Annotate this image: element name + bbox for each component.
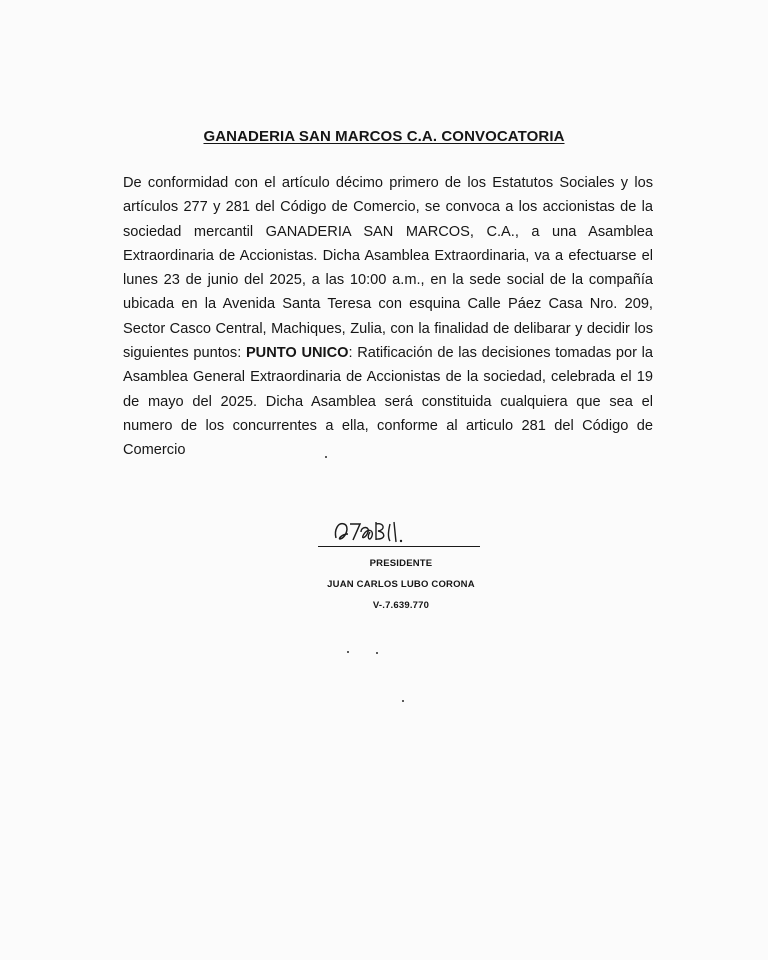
signer-role: PRESIDENTE	[369, 558, 433, 569]
body-paragraph-part-2: : Ratificación de las decisiones tomadas por la Asamblea General Extraordinaria de Accionistas de la sociedad, celebrada el 19 de mayo del 2025. Dicha Asamblea será constituida cualquiera que sea el numero de los concurrentes a ella, conforme al articulo 281 del Código de Comercio	[123, 345, 653, 459]
signer-name: JUAN CARLOS LUBO CORONA	[327, 579, 475, 590]
scan-speck	[325, 456, 327, 458]
scan-speck	[376, 652, 378, 654]
convocation-body	[123, 171, 653, 463]
scan-speck	[402, 700, 404, 702]
signature-line	[318, 546, 480, 547]
scan-speck	[347, 651, 349, 653]
signature-block	[316, 512, 486, 612]
document-title: GANADERIA SAN MARCOS C.A. CONVOCATORIA	[203, 128, 565, 145]
handwritten-signature	[330, 512, 410, 546]
body-paragraph-part-1: De conformidad con el artículo décimo primero de los Estatutos Sociales y los artículos 277 y 281 del Código de Comercio, se convoca a los accionistas de la sociedad mercantil GANADERIA SAN MARCOS, C.A., a una Asamblea Extraordinaria de Accionistas. Dicha Asamblea Extraordinaria, va a efectuarse el lunes 23 de junio del 2025, a las 10:00 a.m., en la sede social de la compañía ubicada en la Avenida Santa Teresa con esquina Calle Páez Casa Nro. 209, Sector Casco Central, Machiques, Zulia, con la finalidad de delibarar y decidir los siguientes puntos:	[123, 175, 653, 362]
signer-id-number: V-.7.639.770	[372, 600, 430, 611]
agenda-point-label: PUNTO UNICO	[245, 345, 349, 362]
